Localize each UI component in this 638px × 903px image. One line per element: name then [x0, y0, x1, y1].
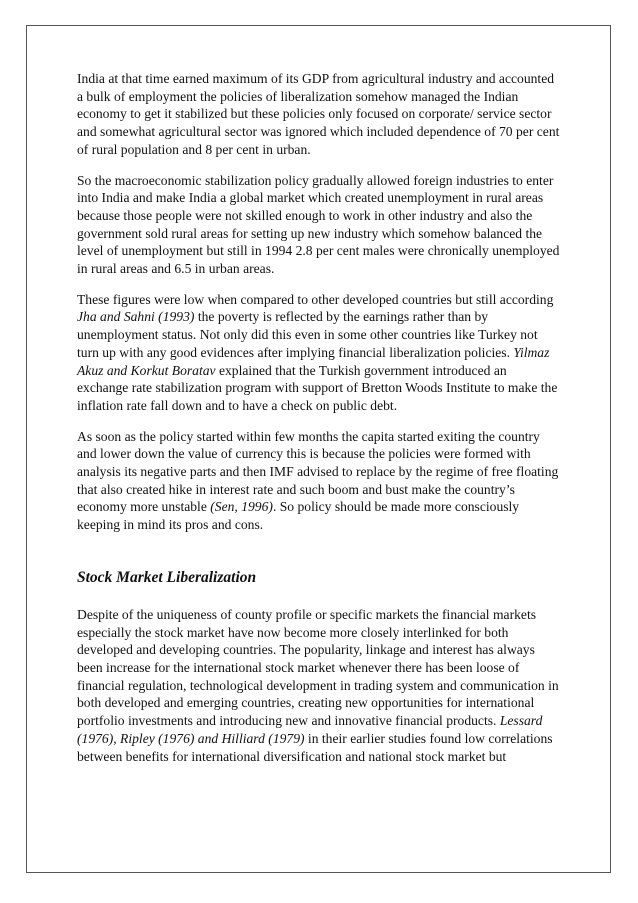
- paragraph-3-text-a: These figures were low when compared to other developed countries but still according: [77, 291, 554, 307]
- section-paragraph-text-a: Despite of the uniqueness of county profile or specific markets the financial markets especially the stock market have now become more closely interlinked for both developed and developing countries. The popularity, linkage and interest has always been increase for the international stock market whenever there has been loose of financial regulation, technological development in trading system and communication in both developed and emerging countries, creating new opportunities for international portfolio investments and introducing new and innovative financial products.: [77, 606, 559, 729]
- paragraph-4-text-b: . So policy should be made more consciously keeping in mind its pros and cons.: [77, 499, 520, 533]
- paragraph-2: [77, 172, 561, 278]
- section-paragraph: [77, 606, 561, 765]
- paragraph-4-text-a: As soon as the policy started within few months the capita started exiting the country and lower down the value of currency this is because the policies were formed with analysis its negative parts and then IMF advised to replace by the regime of free floating that also created hike in interest rate and such boom and bust make the country’s economy more unstable: [77, 428, 559, 515]
- paragraph-3: [77, 291, 561, 415]
- paragraph-1: [77, 70, 561, 159]
- citation-sen: (Sen, 1996): [210, 499, 273, 515]
- paragraph-1-text: India at that time earned maximum of its GDP from agricultural industry and accounted a bulk of employment the policies of liberalization somehow managed the Indian economy to get it stabilized but these policies only focused on corporate/ service sector and somewhat agricultural sector was ignored which included dependence of 70 per cent of rural population and 8 per cent in urban.: [77, 71, 560, 157]
- citation-jha-sahni: Jha and Sahni (1993): [77, 309, 195, 325]
- document-body: [77, 70, 561, 778]
- section-heading: Stock Market Liberalization: [77, 568, 257, 586]
- section-paragraph-text-b: in their earlier studies found low correlations between benefits for international diversification and national stock market but: [77, 730, 553, 764]
- paragraph-3-text-b: the poverty is reflected by the earnings rather than by unemployment status. Not only did this even in some other countries like Turkey not turn up with any good evidences after implying financial liberalization policies.: [77, 309, 538, 360]
- citation-lessard-ripley-hilliard: Lessard (1976), Ripley (1976) and Hilliard (1979): [77, 713, 543, 746]
- paragraph-3-text-c: explained that the Turkish government introduced an exchange rate stabilization program with support of Bretton Woods Institute to make the inflation rate fall down and to have a check on public debt.: [77, 362, 558, 413]
- citation-akuz-boratav: Yilmaz Akuz and Korkut Boratav: [77, 344, 550, 378]
- paragraph-2-text: So the macroeconomic stabilization policy gradually allowed foreign industries to enter into India and make India a global market which created unemployment in rural areas because those people were not skilled enough to work in other industry and also the government sold rural areas for setting up new industry which somehow balanced the level of unemployment but still in 1994 2.8 per cent males were chronically unemployed in rural areas and 6.5 in urban areas.: [77, 172, 560, 277]
- paragraph-4: [77, 428, 561, 534]
